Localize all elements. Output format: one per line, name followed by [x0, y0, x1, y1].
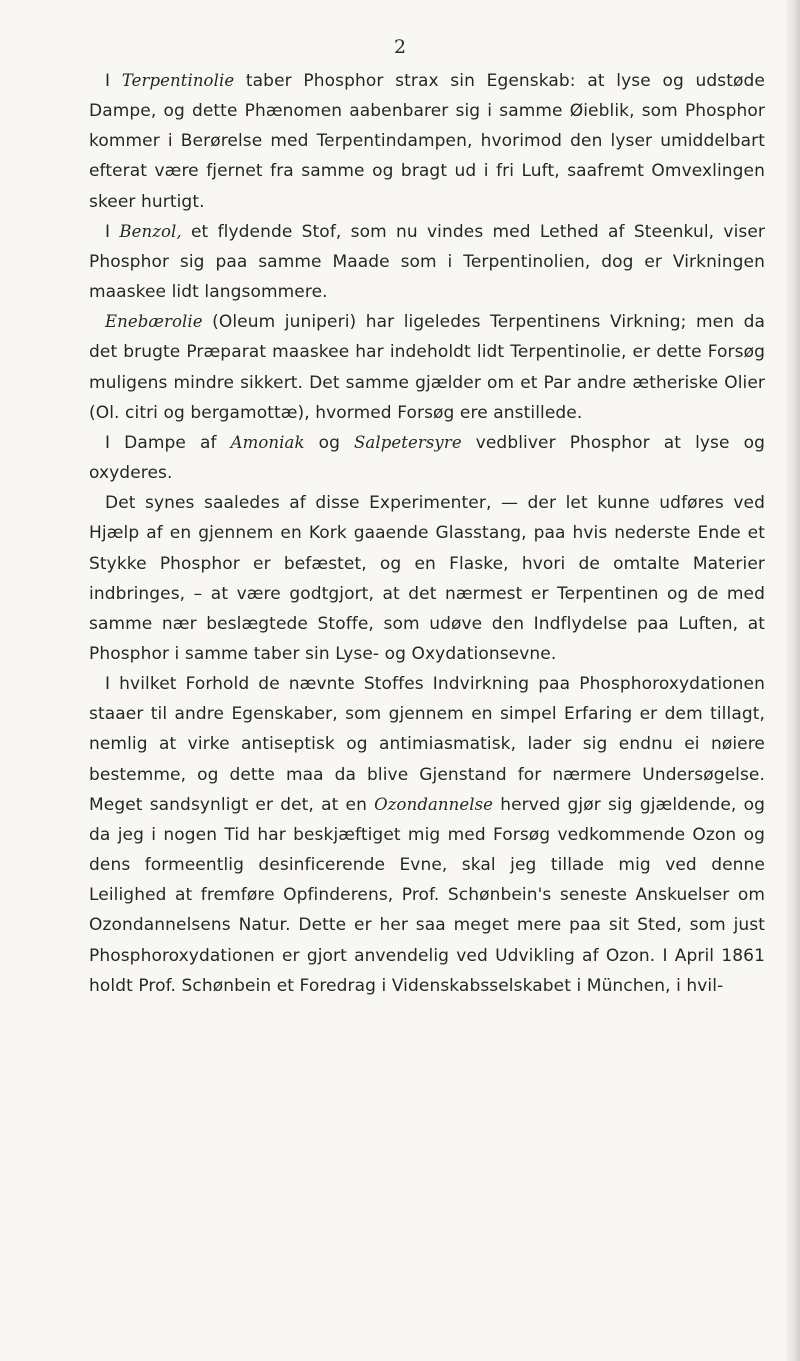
- paragraph-text: taber Phosphor strax sin Egenskab: at lyse og udstøde Dampe, og dette Phænomen aabenbarer sig i samme Øieblik, som Phosphor kommer i Berørelse med Terpentindampen, hvorimod den lyser umiddelbart efterat være fjernet fra samme og bragt ud i fri Luft, saafremt Omvexlingen skeer hurtigt.: [89, 71, 765, 212]
- paragraph-text: herved gjør sig gjældende, og da jeg i nogen Tid har beskjæftiget mig med Forsøg vedkommende Ozon og dens formeentlig desinficerende Evne, skal jeg tillade mig ved denne Leilighed at fremføre Opfinderens, Prof. Schønbein's seneste Anskuelser om Ozondannelsens Natur. Dette er her saa meget mere paa sit Sted, som just Phosphoroxydationen er gjort anvendelig ved Udvikling af Ozon. I April 1861 holdt Prof. Schønbein et Foredrag i Videnskabsselskabet i München, i hvil-: [89, 794, 765, 996]
- italic-term: Ozondannelse: [374, 794, 494, 814]
- paragraph-text: (Oleum juniperi) har ligeledes Terpentinens Virkning; men da det brugte Præparat maaskee har indeholdt lidt Terpentinolie, er dette Forsøg muligens mindre sikkert. Det samme gjælder om et Par andre ætheriske Olier (Ol. citri og bergamottæ), hvormed Forsøg ere anstillede.: [89, 312, 765, 423]
- paragraph: [89, 307, 765, 428]
- italic-term: Benzol,: [119, 221, 182, 241]
- paragraph-text: I hvilket Forhold de nævnte Stoffes Indvirkning paa Phosphoroxydationen staaer til andre Egenskaber, som gjennem en simpel Erfaring er dem tillagt, nemlig at virke antiseptisk og antimiasmatisk, lader sig endnu ei nøiere bestemme, og dette maa da blive Gjenstand for nærmere Undersøgelse. Meget sandsynligt er det, at en: [89, 674, 765, 815]
- paragraph-text: og: [304, 432, 355, 453]
- paragraph-text: I Dampe af: [105, 432, 231, 453]
- paragraph-text: vedbliver Phosphor at lyse og oxyderes.: [89, 432, 765, 484]
- text-body: [89, 66, 765, 1001]
- paragraph-text: Det synes saaledes af disse Experimenter, — der let kunne udføres ved Hjælp af en gjennem en Kork gaaende Glasstang, paa hvis nederste Ende et Stykke Phosphor er befæstet, og en Flaske, hvori de omtalte Materier indbringes, – at være godtgjort, at det nærmest er Terpentinen og de med samme nær beslægtede Stoffe, som udøve den Indflydelse paa Luften, at Phosphor i samme taber sin Lyse- og Oxydationsevne.: [89, 493, 765, 664]
- italic-term: Amoniak: [230, 432, 305, 452]
- italic-term: Terpentinolie: [121, 71, 235, 90]
- paragraph: [89, 428, 765, 488]
- page-number: 2: [393, 36, 407, 58]
- paragraph: [89, 217, 765, 307]
- paragraph-text: I: [105, 221, 120, 242]
- paragraph-text: et flydende Stof, som nu vindes med Lethed af Steenkul, viser Phosphor sig paa samme Maade som i Terpentinolien, dog er Virkningen maaskee lidt langsommere.: [89, 221, 765, 303]
- paragraph: [89, 66, 765, 217]
- italic-term: Enebærolie: [105, 312, 203, 332]
- paragraph: [89, 669, 765, 1001]
- paragraph: [89, 488, 765, 669]
- italic-term: Salpetersyre: [354, 432, 462, 452]
- paragraph-text: I: [105, 71, 122, 91]
- page-edge-shadow: [786, 0, 800, 1361]
